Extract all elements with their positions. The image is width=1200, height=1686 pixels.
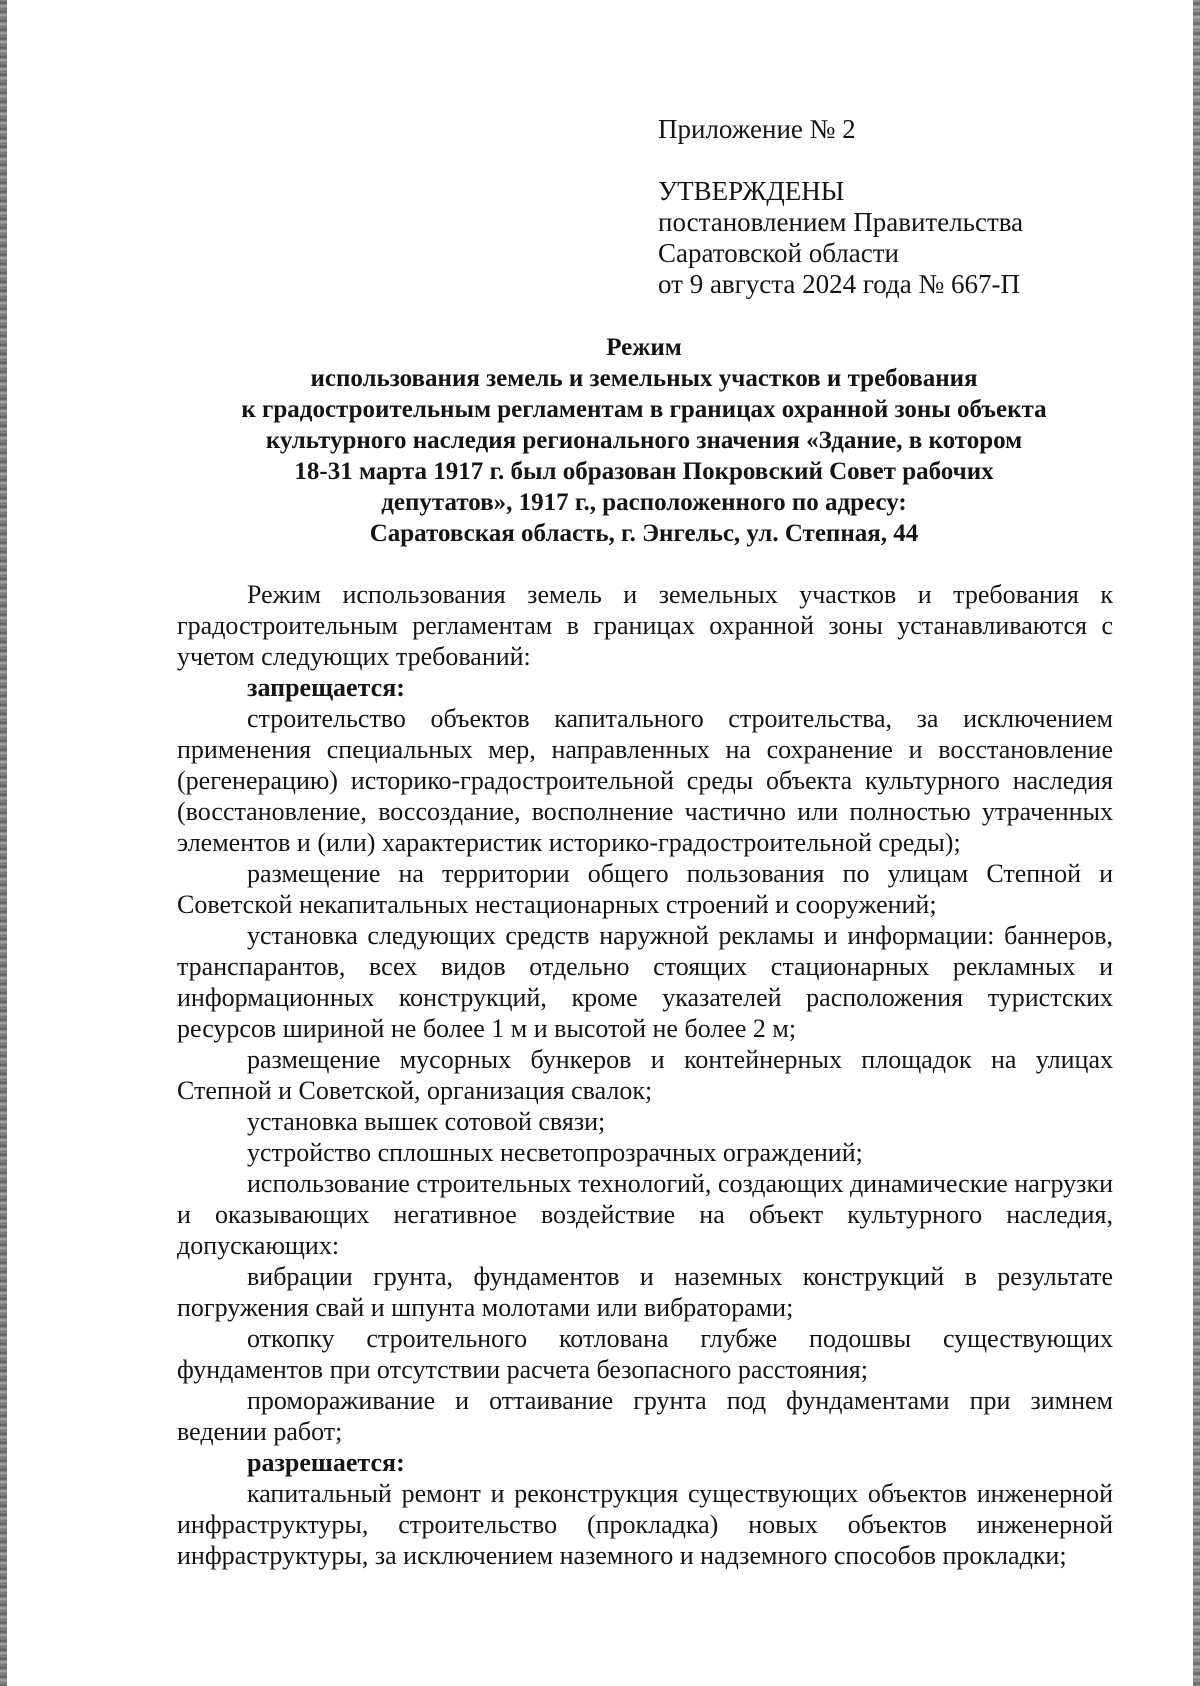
intro-paragraph: Режим использования земель и земельных участков и требования к градостроительным регламентам в границах охранной зоны устанавливаются с учетом следующих требований: bbox=[177, 580, 1113, 671]
annex-label: Приложение № 2 bbox=[658, 114, 856, 144]
title-line: использования земель и земельных участков и требования bbox=[310, 365, 978, 392]
allowed-item: капитальный ремонт и реконструкция существующих объектов инженерной инфраструктуры, строительство (прокладка) новых объектов инженерной инфраструктуры, за исключением наземного и надземного способов прокладки; bbox=[177, 1479, 1113, 1570]
approved-label: УТВЕРЖДЕНЫ bbox=[658, 176, 845, 206]
title-line: к градостроительным регламентам в границах охранной зоны объекта bbox=[241, 396, 1047, 423]
title-line: Саратовская область, г. Энгельс, ул. Степная, 44 bbox=[369, 520, 919, 547]
prohibited-item: строительство объектов капитального строительства, за исключением применения специальных мер, направленных на сохранение и восстановление (регенерацию) историко-градостроительной среды объекта культурного наследия (восстановление, воссоздание, восполнение частично или полностью утраченных элементов и (или) характеристик историко-градостроительной среды); bbox=[177, 704, 1113, 857]
title-line: депутатов», 1917 г., расположенного по адресу: bbox=[381, 489, 907, 516]
prohibited-item: промораживание и оттаивание грунта под фундаментами при зимнем ведении работ; bbox=[177, 1386, 1113, 1446]
prohibited-item: использование строительных технологий, создающих динамические нагрузки и оказывающих негативное воздействие на объект культурного наследия, допускающих: bbox=[177, 1169, 1113, 1260]
document-title bbox=[175, 332, 1113, 549]
title-line: Режим bbox=[606, 334, 682, 361]
prohibited-item: откопку строительного котлована глубже подошвы существующих фундаментов при отсутствии расчета безопасного расстояния; bbox=[177, 1324, 1113, 1384]
approval-line-2: Саратовской области bbox=[658, 238, 899, 268]
scan-edge-right bbox=[1193, 0, 1200, 1686]
allowed-heading: разрешается: bbox=[247, 1448, 405, 1477]
title-line: культурного наследия регионального значения «Здание, в котором bbox=[265, 427, 1023, 454]
approval-line-3: от 9 августа 2024 года № 667-П bbox=[658, 269, 1020, 299]
approval-line-1: постановлением Правительства bbox=[658, 207, 1024, 237]
approval-block bbox=[658, 114, 1078, 300]
prohibited-heading: запрещается: bbox=[247, 673, 405, 702]
prohibited-item: вибрации грунта, фундаментов и наземных конструкций в результате погружения свай и шпунта молотами или вибраторами; bbox=[177, 1262, 1113, 1322]
prohibited-item: установка вышек сотовой связи; bbox=[247, 1107, 606, 1136]
prohibited-item: размещение на территории общего пользования по улицам Степной и Советской некапитальных нестационарных строений и сооружений; bbox=[177, 859, 1113, 919]
title-line: 18-31 марта 1917 г. был образован Покровский Совет рабочих bbox=[294, 458, 994, 485]
prohibited-item: размещение мусорных бункеров и контейнерных площадок на улицах Степной и Советской, организация свалок; bbox=[177, 1045, 1113, 1105]
scan-edge-left bbox=[0, 0, 7, 1686]
prohibited-item: установка следующих средств наружной рекламы и информации: баннеров, транспарантов, всех видов отдельно стоящих стационарных рекламных и информационных конструкций, кроме указателей расположения туристских ресурсов шириной не более 1 м и высотой не более 2 м; bbox=[177, 921, 1113, 1043]
document-body bbox=[177, 579, 1113, 1571]
prohibited-item: устройство сплошных несветопрозрачных ограждений; bbox=[247, 1138, 863, 1167]
